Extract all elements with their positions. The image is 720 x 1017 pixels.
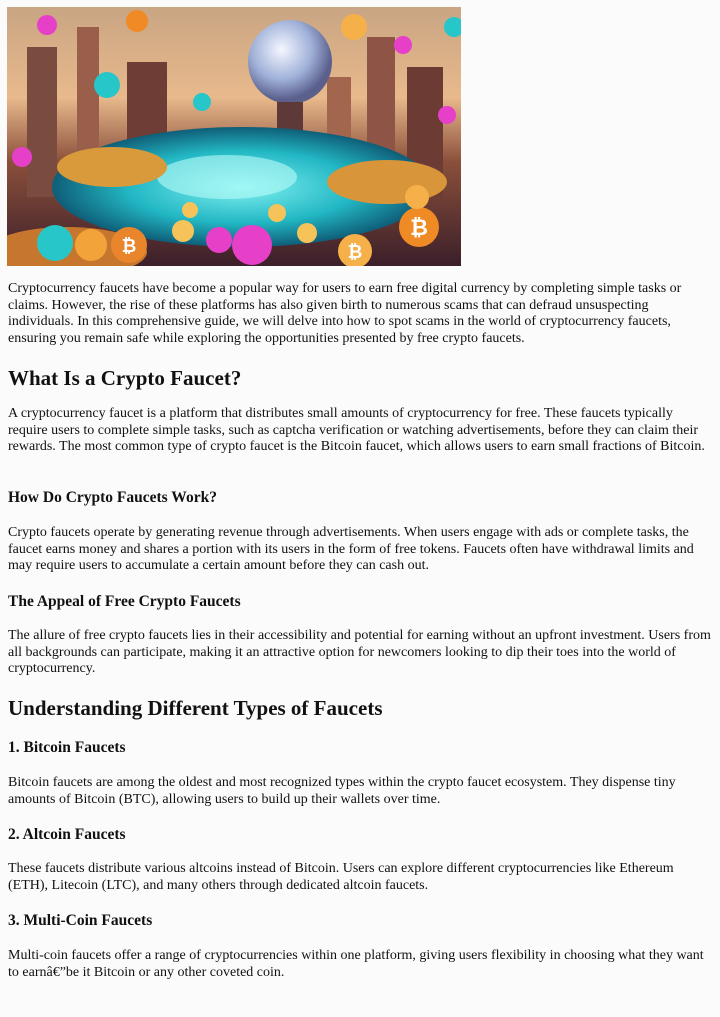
svg-text:₿: ₿ <box>410 216 428 241</box>
section-heading-multi-coin-faucets: 3. Multi-Coin Faucets <box>8 912 153 929</box>
svg-text:₿: ₿ <box>121 236 137 257</box>
section-body-altcoin-faucets: These faucets distribute various altcoins instead of Bitcoin. Users can explore different cryptocurrencies like Ethereum (ETH), Litecoin (LTC), and many others through dedicated altcoin faucets. <box>8 861 674 893</box>
section-body-what-is-crypto-faucet: A cryptocurrency faucet is a platform that distributes small amounts of cryptocurrency for free. These faucets typically require users to complete simple tasks, such as captcha verification or watching advertisements, before they can claim their rewards. The most common type of crypto faucet is the Bitcoin faucet, which allows users to earn small fractions of Bitcoin. <box>8 406 705 455</box>
intro-paragraph: Cryptocurrency faucets have become a popular way for users to earn free digital currency by completing simple tasks or claims. However, the rise of these platforms has also given birth to numerous scams that can defraud unsuspecting individuals. In this comprehensive guide, we will delve into how to spot scams in the world of cryptocurrency faucets, ensuring you remain safe while exploring the opportunities presented by free crypto faucets. <box>8 281 682 346</box>
section-heading-appeal-of-faucets: The Appeal of Free Crypto Faucets <box>8 593 241 610</box>
section-heading-types-of-faucets: Understanding Different Types of Faucets <box>8 696 383 720</box>
section-body-how-faucets-work: Crypto faucets operate by generating revenue through advertisements. When users engage with ads or complete tasks, the faucet earns money and shares a portion with its users in the form of free tokens. Faucets often have withdrawal limits and may require users to accumulate a certain amount before they can cash out. <box>8 525 694 574</box>
section-heading-how-faucets-work: How Do Crypto Faucets Work? <box>8 489 217 506</box>
svg-text:₿: ₿ <box>347 242 363 263</box>
section-heading-what-is-crypto-faucet: What Is a Crypto Faucet? <box>8 366 242 390</box>
section-heading-altcoin-faucets: 2. Altcoin Faucets <box>8 826 126 843</box>
section-heading-bitcoin-faucets: 1. Bitcoin Faucets <box>8 739 126 756</box>
section-body-multi-coin-faucets: Multi-coin faucets offer a range of cryptocurrencies within one platform, giving users flexibility in choosing what they want to earnâ€”be it Bitcoin or any other coveted coin. <box>8 948 704 980</box>
hero-image <box>7 7 461 266</box>
section-body-appeal-of-faucets: The allure of free crypto faucets lies in their accessibility and potential for earning without an upfront investment. Users from all backgrounds can participate, making it an attractive option for newcomers looking to dip their toes into the world of cryptocurrency. <box>8 628 711 677</box>
section-body-bitcoin-faucets: Bitcoin faucets are among the oldest and most recognized types within the crypto faucet ecosystem. They dispense tiny amounts of Bitcoin (BTC), allowing users to build up their wallets over time. <box>8 775 676 807</box>
